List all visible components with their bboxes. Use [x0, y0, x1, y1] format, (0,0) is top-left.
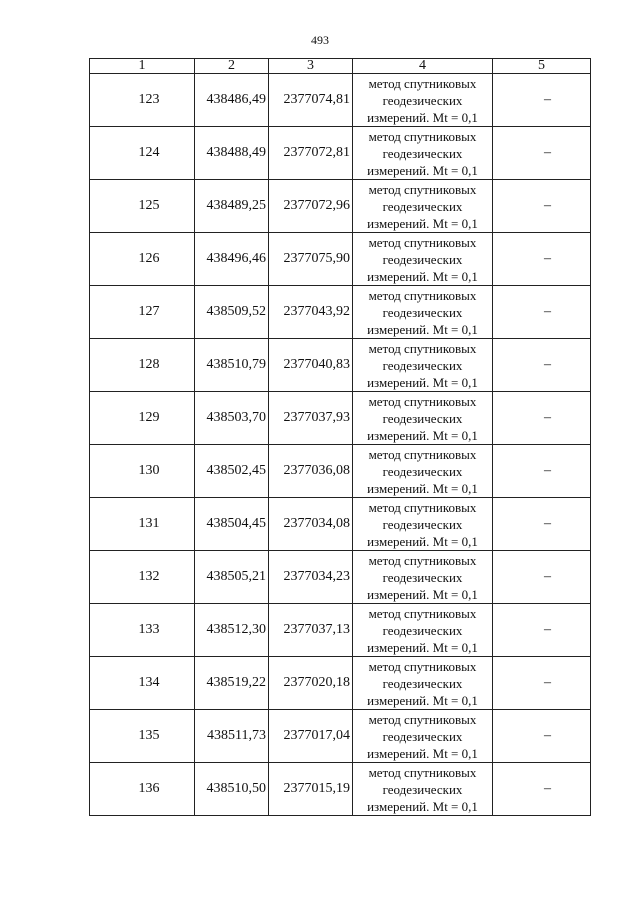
x-coordinate-cell: 438488,49 [195, 127, 269, 180]
method-line-1: метод спутниковых [368, 764, 477, 780]
y-coordinate-cell: 2377072,81 [269, 127, 353, 180]
y-coordinate-cell: 2377020,18 [269, 657, 353, 710]
x-coordinate-cell: 438496,46 [195, 233, 269, 286]
x-coordinate-cell: 438503,70 [195, 392, 269, 445]
method-line-3: измерений. Mt = 0,1 [367, 745, 478, 761]
method-line-2: геодезических [382, 728, 463, 744]
description-cell: – [493, 445, 591, 498]
y-coordinate-cell: 2377036,08 [269, 445, 353, 498]
description-cell: – [493, 604, 591, 657]
method-line-1: метод спутниковых [368, 181, 477, 197]
method-line-2: геодезических [382, 304, 463, 320]
header-col-1: 1 [90, 59, 195, 74]
y-coordinate-cell: 2377034,08 [269, 498, 353, 551]
method-line-3: измерений. Mt = 0,1 [367, 374, 478, 390]
description-cell: – [493, 551, 591, 604]
method-cell [353, 604, 493, 657]
header-col-4: 4 [353, 59, 493, 74]
point-number-cell: 135 [90, 710, 195, 763]
table-header [90, 59, 591, 74]
description-cell: – [493, 339, 591, 392]
y-coordinate-cell: 2377075,90 [269, 233, 353, 286]
header-row [90, 59, 591, 74]
table-row [90, 604, 591, 657]
table-row [90, 657, 591, 710]
method-line-3: измерений. Mt = 0,1 [367, 109, 478, 125]
method-line-1: метод спутниковых [368, 393, 477, 409]
method-line-1: метод спутниковых [368, 499, 477, 515]
x-coordinate-cell: 438504,45 [195, 498, 269, 551]
method-line-2: геодезических [382, 463, 463, 479]
description-cell: – [493, 180, 591, 233]
x-coordinate-cell: 438486,49 [195, 74, 269, 127]
method-line-3: измерений. Mt = 0,1 [367, 586, 478, 602]
method-line-2: геодезических [382, 357, 463, 373]
x-coordinate-cell: 438509,52 [195, 286, 269, 339]
method-line-3: измерений. Mt = 0,1 [367, 268, 478, 284]
method-line-3: измерений. Mt = 0,1 [367, 321, 478, 337]
point-number-cell: 134 [90, 657, 195, 710]
y-coordinate-cell: 2377015,19 [269, 763, 353, 816]
method-line-1: метод спутниковых [368, 287, 477, 303]
header-col-5: 5 [493, 59, 591, 74]
method-line-3: измерений. Mt = 0,1 [367, 639, 478, 655]
method-line-3: измерений. Mt = 0,1 [367, 480, 478, 496]
method-line-1: метод спутниковых [368, 234, 477, 250]
table-row [90, 498, 591, 551]
x-coordinate-cell: 438510,50 [195, 763, 269, 816]
point-number-cell: 128 [90, 339, 195, 392]
x-coordinate-cell: 438511,73 [195, 710, 269, 763]
y-coordinate-cell: 2377034,23 [269, 551, 353, 604]
description-cell: – [493, 763, 591, 816]
y-coordinate-cell: 2377037,13 [269, 604, 353, 657]
y-coordinate-cell: 2377043,92 [269, 286, 353, 339]
point-number-cell: 131 [90, 498, 195, 551]
table-row [90, 74, 591, 127]
method-line-3: измерений. Mt = 0,1 [367, 215, 478, 231]
method-cell [353, 392, 493, 445]
method-line-1: метод спутниковых [368, 605, 477, 621]
method-line-3: измерений. Mt = 0,1 [367, 162, 478, 178]
x-coordinate-cell: 438510,79 [195, 339, 269, 392]
y-coordinate-cell: 2377072,96 [269, 180, 353, 233]
table-row [90, 233, 591, 286]
method-line-3: измерений. Mt = 0,1 [367, 798, 478, 814]
x-coordinate-cell: 438512,30 [195, 604, 269, 657]
method-line-2: геодезических [382, 145, 463, 161]
point-number-cell: 132 [90, 551, 195, 604]
method-cell [353, 74, 493, 127]
point-number-cell: 129 [90, 392, 195, 445]
description-cell: – [493, 74, 591, 127]
method-line-2: геодезических [382, 622, 463, 638]
header-col-2: 2 [195, 59, 269, 74]
description-cell: – [493, 710, 591, 763]
table-body [90, 74, 591, 816]
point-number-cell: 133 [90, 604, 195, 657]
method-line-1: метод спутниковых [368, 340, 477, 356]
method-line-2: геодезических [382, 781, 463, 797]
y-coordinate-cell: 2377017,04 [269, 710, 353, 763]
method-cell [353, 286, 493, 339]
method-line-1: метод спутниковых [368, 75, 477, 91]
x-coordinate-cell: 438505,21 [195, 551, 269, 604]
header-col-3: 3 [269, 59, 353, 74]
y-coordinate-cell: 2377074,81 [269, 74, 353, 127]
method-line-2: геодезических [382, 410, 463, 426]
description-cell: – [493, 392, 591, 445]
table-row [90, 551, 591, 604]
description-cell: – [493, 127, 591, 180]
point-number-cell: 124 [90, 127, 195, 180]
description-cell: – [493, 657, 591, 710]
method-line-2: геодезических [382, 251, 463, 267]
table-row [90, 180, 591, 233]
point-number-cell: 123 [90, 74, 195, 127]
table-row [90, 392, 591, 445]
method-line-3: измерений. Mt = 0,1 [367, 427, 478, 443]
method-line-1: метод спутниковых [368, 658, 477, 674]
method-line-2: геодезических [382, 516, 463, 532]
point-number-cell: 127 [90, 286, 195, 339]
method-cell [353, 710, 493, 763]
method-cell [353, 445, 493, 498]
description-cell: – [493, 233, 591, 286]
method-cell [353, 657, 493, 710]
point-number-cell: 130 [90, 445, 195, 498]
method-line-2: геодезических [382, 92, 463, 108]
x-coordinate-cell: 438502,45 [195, 445, 269, 498]
table-row [90, 127, 591, 180]
method-line-2: геодезических [382, 569, 463, 585]
method-cell [353, 127, 493, 180]
y-coordinate-cell: 2377037,93 [269, 392, 353, 445]
table-row [90, 763, 591, 816]
method-cell [353, 551, 493, 604]
point-number-cell: 125 [90, 180, 195, 233]
point-number-cell: 126 [90, 233, 195, 286]
method-line-1: метод спутниковых [368, 446, 477, 462]
x-coordinate-cell: 438489,25 [195, 180, 269, 233]
table-row [90, 339, 591, 392]
method-line-1: метод спутниковых [368, 552, 477, 568]
method-cell [353, 339, 493, 392]
table-row [90, 710, 591, 763]
method-line-1: метод спутниковых [368, 711, 477, 727]
method-cell [353, 233, 493, 286]
method-line-1: метод спутниковых [368, 128, 477, 144]
point-number-cell: 136 [90, 763, 195, 816]
method-cell [353, 180, 493, 233]
method-line-2: геодезических [382, 675, 463, 691]
method-line-3: измерений. Mt = 0,1 [367, 692, 478, 708]
description-cell: – [493, 286, 591, 339]
method-cell [353, 763, 493, 816]
description-cell: – [493, 498, 591, 551]
page-number: 493 [311, 33, 329, 47]
table-row [90, 286, 591, 339]
method-line-2: геодезических [382, 198, 463, 214]
table-row [90, 445, 591, 498]
coordinates-table [89, 58, 591, 816]
method-cell [353, 498, 493, 551]
y-coordinate-cell: 2377040,83 [269, 339, 353, 392]
x-coordinate-cell: 438519,22 [195, 657, 269, 710]
method-line-3: измерений. Mt = 0,1 [367, 533, 478, 549]
